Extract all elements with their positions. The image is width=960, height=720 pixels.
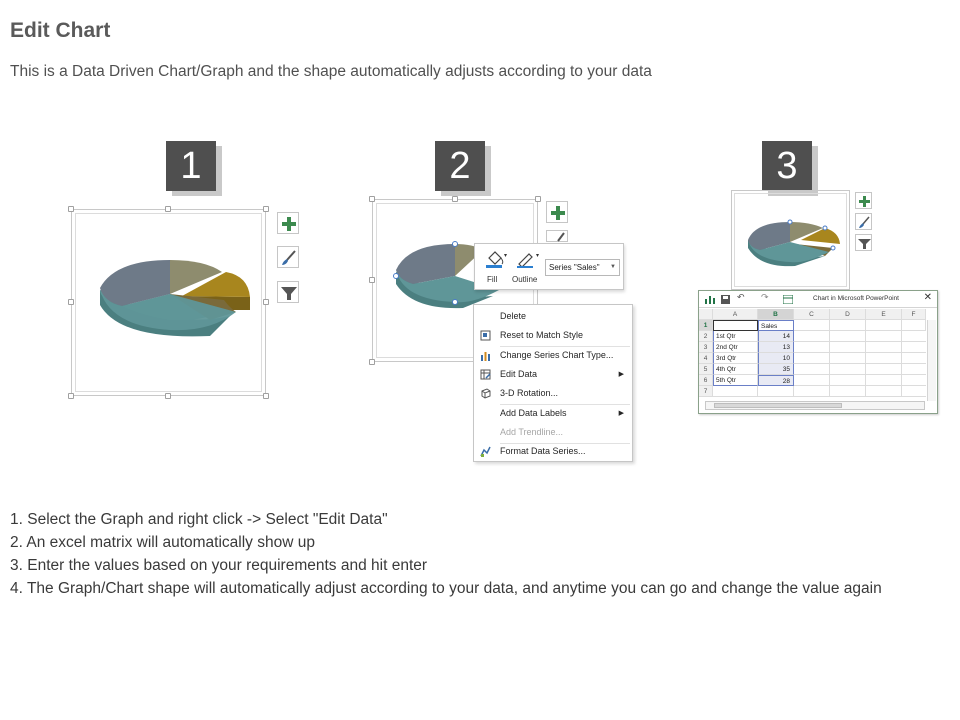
resize-handle[interactable] [263,206,269,212]
excel-data-window [698,290,938,414]
row-header[interactable]: 6 [699,375,713,386]
selection-point [453,242,458,247]
chevron-down-icon: ▼ [610,264,616,270]
column-header[interactable]: B [758,309,794,320]
edit-data-in-excel-icon[interactable] [783,295,793,304]
menu-item-edit-data[interactable] [474,365,632,384]
step-badge-2: 2 [435,141,485,191]
instruction-step-4: 4. The Graph/Chart shape will automatically adjust according to your data, and anytime you can go and change the value again [10,580,882,597]
cell-empty[interactable] [713,386,758,397]
resize-handle[interactable] [369,277,375,283]
cell-empty[interactable] [794,320,830,331]
resize-handle[interactable] [263,299,269,305]
plus-icon [278,213,300,235]
menu-item-label: 3-D Rotation... [500,388,559,398]
corner-cell[interactable] [699,309,713,320]
category-cell[interactable]: 2nd Qtr [713,342,758,353]
column-header[interactable]: E [866,309,902,320]
category-cell[interactable]: 1st Qtr [713,331,758,342]
dropdown-arrow-icon[interactable]: ▾ [536,253,540,259]
page-title: Edit Chart [10,19,111,42]
chart-elements-button[interactable] [546,201,568,223]
chart-styles-button[interactable] [546,230,568,242]
column-header[interactable]: D [830,309,866,320]
step-badge-3: 3 [762,141,812,191]
selection-point [788,220,792,224]
chart-styles-button[interactable] [277,246,299,268]
category-cell[interactable]: 3rd Qtr [713,353,758,364]
menu-item-label: Reset to Match Style [500,330,584,340]
step-badge-1: 1 [166,141,216,191]
selection-point [823,226,827,230]
menu-item-label: Delete [500,311,527,321]
chart-type-icon [480,350,491,361]
fill-bucket-icon[interactable] [484,248,506,268]
resize-handle[interactable] [68,393,74,399]
value-cell[interactable]: 35 [758,364,794,375]
column-header[interactable]: A [713,309,758,320]
vertical-scrollbar[interactable] [927,320,936,401]
selection-point [453,300,458,305]
resize-handle[interactable] [535,196,541,202]
context-menu [473,304,633,462]
excel-titlebar [699,291,937,308]
value-cell[interactable]: 10 [758,353,794,364]
cell-empty[interactable] [758,386,794,397]
resize-handle[interactable] [165,206,171,212]
chart-elements-button[interactable] [855,192,872,209]
rotation-icon [480,388,491,399]
selection-point [394,274,399,279]
fill-label[interactable]: Fill [487,275,498,284]
excel-chart-icon [705,295,715,304]
menu-item-format-data-series[interactable] [474,442,632,461]
chart-filters-button[interactable] [855,234,872,251]
instructions-list [10,508,945,600]
column-header[interactable]: C [794,309,830,320]
chart-styles-button[interactable] [855,213,872,230]
menu-item-label: Format Data Series... [500,446,586,456]
save-icon[interactable] [721,295,730,304]
chart-filters-button[interactable] [277,281,299,303]
cell-empty[interactable] [866,320,902,331]
redo-icon[interactable]: ↷ [761,292,769,302]
instruction-step-2: 2. An excel matrix will automatically show up [10,534,315,551]
menu-item-add-data-labels[interactable] [474,404,632,423]
category-cell[interactable]: 5th Qtr [713,375,758,386]
row-header[interactable]: 4 [699,353,713,364]
menu-item-delete[interactable] [474,307,632,326]
submenu-arrow-icon: ▶ [618,410,624,417]
resize-handle[interactable] [369,359,375,365]
row-header[interactable]: 2 [699,331,713,342]
resize-handle[interactable] [263,393,269,399]
cell-a1[interactable] [713,320,758,331]
filter-icon [278,282,300,304]
plus-icon [547,202,569,224]
row-header[interactable]: 7 [699,386,713,397]
filter-icon [856,235,873,252]
empty-cells-region[interactable] [794,331,926,397]
resize-handle[interactable] [68,299,74,305]
brush-icon [856,214,873,231]
edit-data-icon [480,369,491,380]
selection-point [831,246,835,250]
outline-pen-icon[interactable] [515,248,540,268]
value-cell[interactable]: 13 [758,342,794,353]
menu-item-add-trendline [474,423,632,442]
chart-elements-button[interactable] [277,212,299,234]
row-header[interactable]: 3 [699,342,713,353]
resize-handle[interactable] [369,196,375,202]
menu-item-change-chart-type[interactable] [474,346,632,365]
brush-icon [278,247,300,269]
plus-icon [856,193,873,210]
menu-item-label: Add Data Labels [500,408,567,418]
row-header[interactable]: 1 [699,320,713,331]
value-cell[interactable]: 28 [758,375,794,386]
brush-icon [547,231,569,243]
column-header[interactable]: F [902,309,926,320]
undo-icon[interactable]: ↶ [737,292,745,302]
menu-item-reset-style[interactable] [474,326,632,345]
dropdown-arrow-icon[interactable]: ▾ [504,253,508,259]
instruction-step-3: 3. Enter the values based on your requirements and hit enter [10,557,428,574]
instruction-step-1: 1. Select the Graph and right click -> Select "Edit Data" [10,511,388,528]
cell-b1[interactable]: Sales [758,320,794,331]
series-select-value: Series "Sales" [549,263,600,272]
submenu-arrow-icon: ▶ [618,371,624,378]
cell-empty[interactable] [830,320,866,331]
category-cell[interactable]: 4th Qtr [713,364,758,375]
pie-chart-1[interactable] [90,250,260,350]
outline-label[interactable]: Outline [512,275,538,284]
reset-style-icon [480,330,491,341]
excel-window-title: Chart in Microsoft PowerPoint [813,295,899,302]
resize-handle[interactable] [68,206,74,212]
resize-handle[interactable] [165,393,171,399]
format-series-icon [480,446,491,457]
scrollbar-thumb[interactable] [714,403,842,408]
menu-item-label: Add Trendline... [500,427,564,437]
menu-item-label: Change Series Chart Type... [500,350,614,360]
row-header[interactable]: 5 [699,364,713,375]
pie-chart-3[interactable] [745,218,845,274]
horizontal-scrollbar[interactable] [705,401,925,410]
page-subtitle: This is a Data Driven Chart/Graph and the shape automatically adjusts according to your data [10,63,652,80]
close-icon[interactable]: ✕ [923,292,932,303]
menu-item-3d-rotation[interactable] [474,384,632,403]
format-mini-toolbar [474,243,624,290]
value-cell[interactable]: 14 [758,331,794,342]
series-select[interactable] [545,259,620,276]
menu-item-label: Edit Data [500,369,538,379]
resize-handle[interactable] [452,196,458,202]
cell-empty[interactable] [902,320,926,331]
